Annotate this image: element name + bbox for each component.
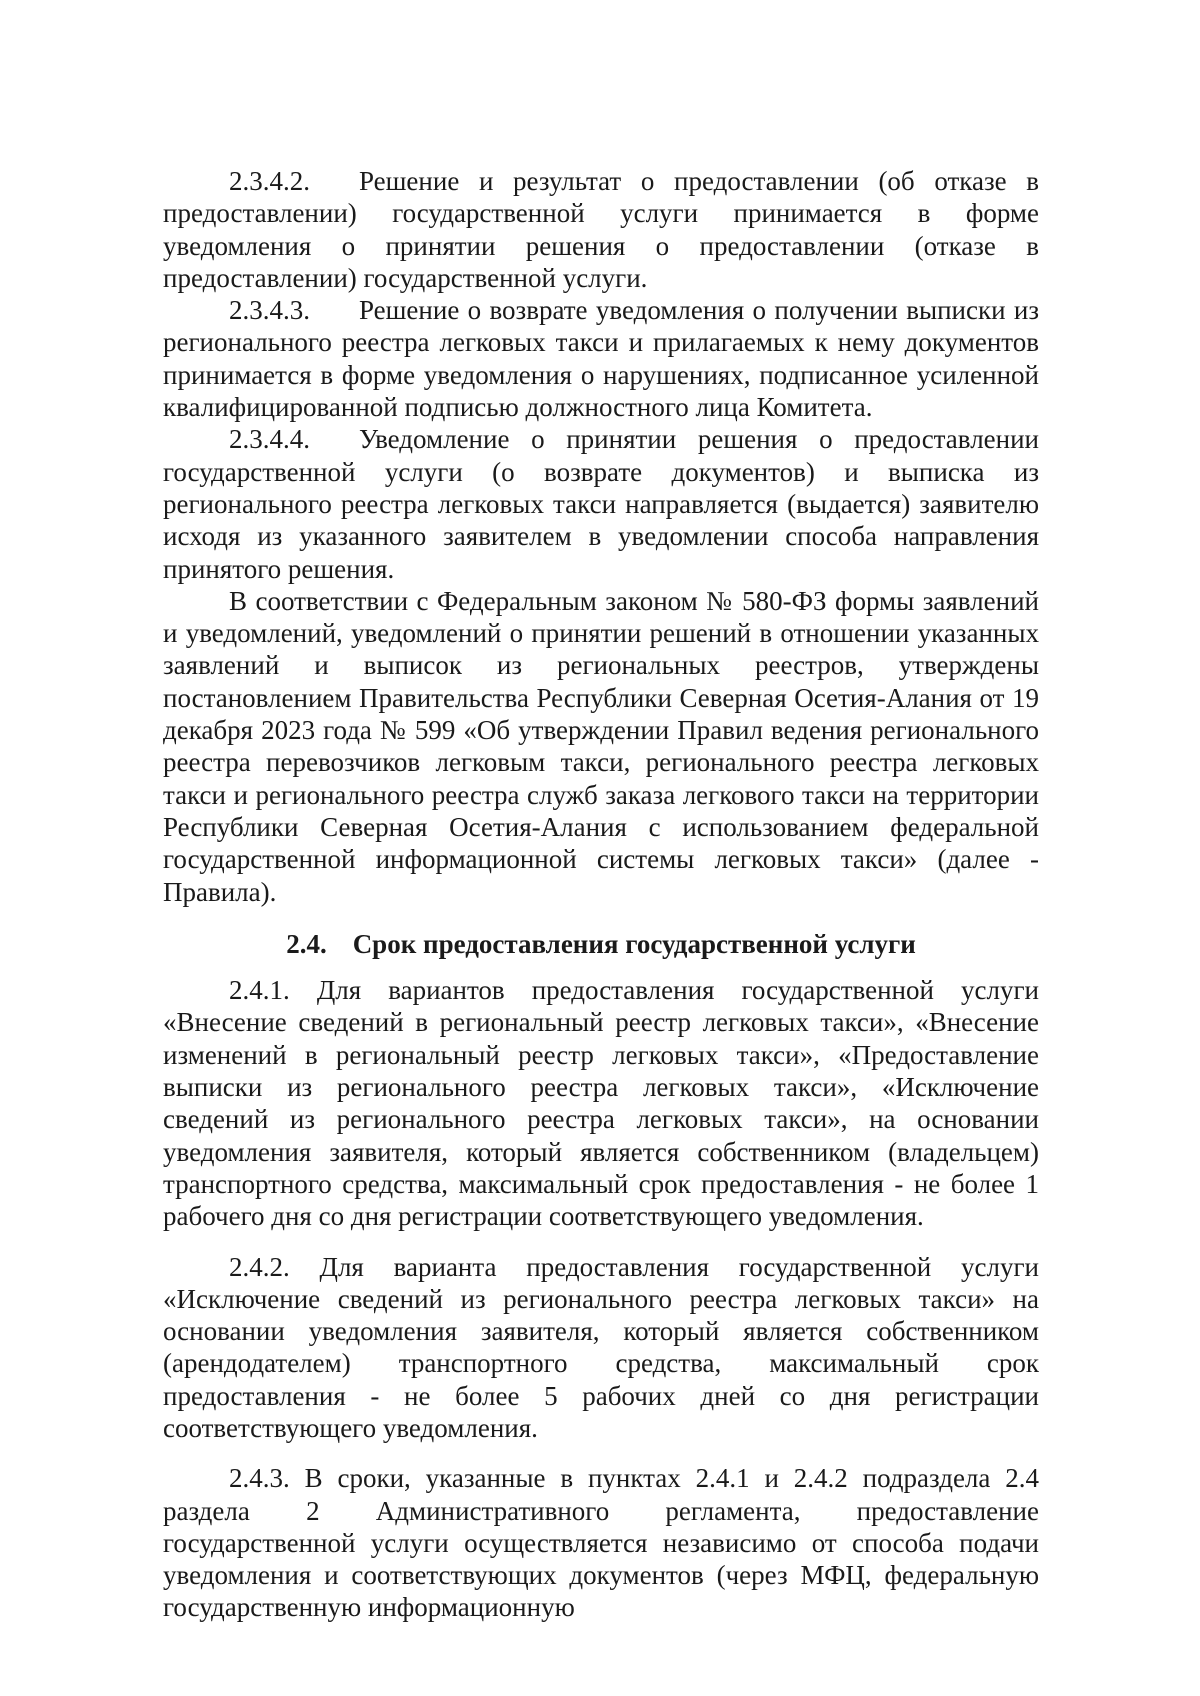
clause-number: 2.3.4.2. bbox=[229, 166, 310, 196]
clause-2-3-4-2 bbox=[163, 165, 1039, 294]
clause-text: Решение о возврате уведомления о получении выписки из регионального реестра легковых такси и прилагаемых к нему документов принимается в форме уведомления о нарушениях, подписанное усиленной квалифицированной подписью должностного лица Комитета. bbox=[163, 295, 1039, 423]
law-reference-paragraph: В соответствии с Федеральным законом № 580-ФЗ формы заявлений и уведомлений, уведомлений о принятии решений в отношении указанных заявлений и выписок из региональных реестров, утверждены постановлением Правительства Республики Северная Осетия-Алания от 19 декабря 2023 года № 599 «Об утверждении Правил ведения регионального реестра перевозчиков легковым такси, регионального реестра легковых такси и регионального реестра служб заказа легкового такси на территории Республики Северная Осетия-Алания с использованием федеральной государственной информационной системы легковых такси» (далее - Правила). bbox=[163, 585, 1039, 907]
clause-2-4-2: 2.4.2. Для варианта предоставления государственной услуги «Исключение сведений из регионального реестра легковых такси» на основании уведомления заявителя, который является собственником (арендодателем) транспортного средства, максимальный срок предоставления - не более 5 рабочих дней со дня регистрации соответствующего уведомления. bbox=[163, 1251, 1039, 1443]
section-heading bbox=[163, 928, 1039, 960]
clause-2-4-1: 2.4.1. Для вариантов предоставления государственной услуги «Внесение сведений в региональный реестр легковых такси», «Внесение изменений в региональный реестр легковых такси», «Предоставление выписки из регионального реестра легковых такси», «Исключение сведений из регионального реестра легковых такси», на основании уведомления заявителя, который является собственником (владельцем) транспортного средства, максимальный срок предоставления - не более 1 рабочего дня со дня регистрации соответствующего уведомления. bbox=[163, 975, 1039, 1232]
section-number: 2.4. bbox=[286, 928, 327, 959]
clause-2-3-4-3 bbox=[163, 294, 1039, 423]
clause-number: 2.3.4.3. bbox=[229, 295, 310, 326]
section-title: Срок предоставления государственной услуги bbox=[352, 928, 916, 959]
document-page bbox=[163, 165, 1039, 1624]
clause-2-4-3: 2.4.3. В сроки, указанные в пунктах 2.4.1 и 2.4.2 подраздела 2.4 раздела 2 Административного регламента, предоставление государственной услуги осуществляется независимо от способа подачи уведомления и соответствующих документов (через МФЦ, федеральную государственную информационную bbox=[163, 1463, 1039, 1623]
clause-2-3-4-4 bbox=[163, 423, 1039, 584]
clause-text: Решение и результат о предоставлении (об отказе в предоставлении) государственной услуги принимается в форме уведомления о принятии решения о предоставлении (отказе в предоставлении) государственной услуги. bbox=[163, 166, 1039, 293]
clause-number: 2.3.4.4. bbox=[229, 424, 310, 455]
clause-text: Уведомление о принятии решения о предоставлении государственной услуги (о возврате документов) и выписка из регионального реестра легковых такси направляется (выдается) заявителю исходя из указанного заявителем в уведомлении способа направления принятого решения. bbox=[163, 424, 1039, 584]
